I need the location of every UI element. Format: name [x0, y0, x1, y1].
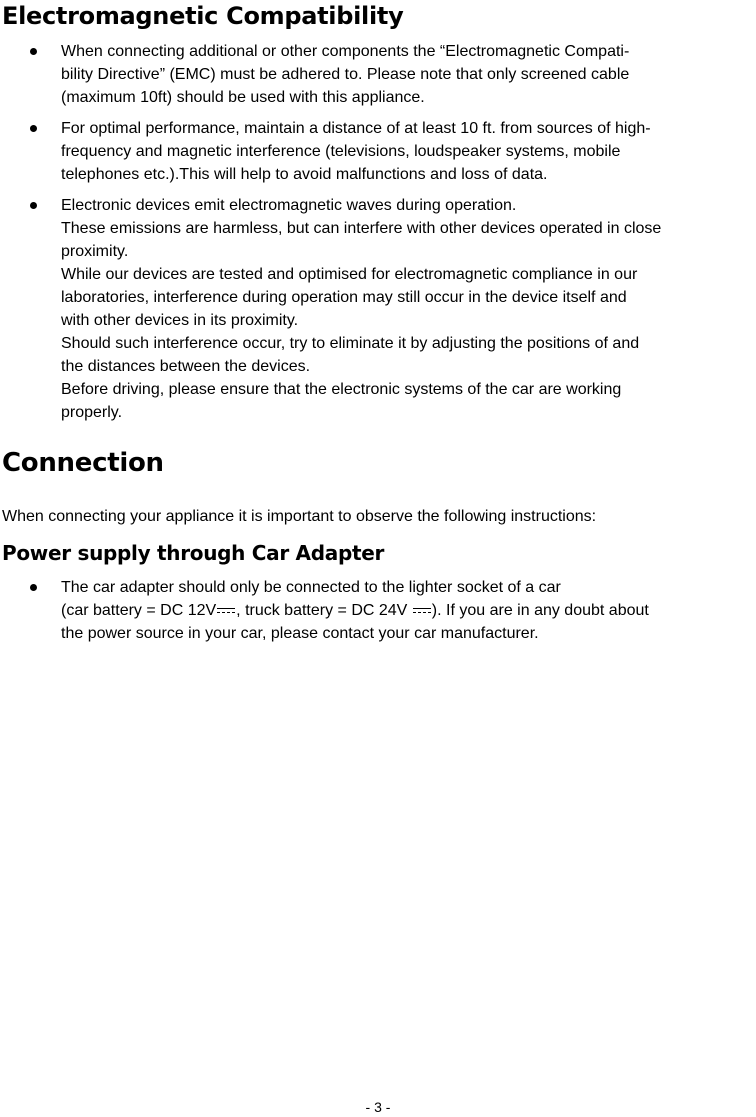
bullet-dot-icon: [30, 202, 37, 209]
bullet-dot-icon: [30, 125, 37, 132]
power-supply-heading: Power supply through Car Adapter: [2, 541, 385, 565]
text-line: properly.: [61, 404, 123, 421]
connection-heading: Connection: [2, 448, 164, 478]
bullet-dot-icon: [30, 584, 37, 591]
emc-bullet-list: [0, 40, 756, 432]
text-fragment: , truck battery = DC 24V: [236, 602, 412, 619]
text-line: These emissions are harmless, but can interfere with other devices operated in close: [61, 220, 662, 237]
text-line: telephones etc.).This will help to avoid malfunctions and loss of data.: [61, 166, 548, 183]
emc-bullet-1: [0, 40, 756, 109]
text-line: Electronic devices emit electromagnetic waves during operation.: [61, 197, 517, 214]
text-line: laboratories, interference during operation may still occur in the device itself and: [61, 289, 627, 306]
text-line: For optimal performance, maintain a distance of at least 10 ft. from sources of high-: [61, 120, 651, 137]
text-line: bility Directive” (EMC) must be adhered to. Please note that only screened cable: [61, 66, 630, 83]
emc-heading: Electromagnetic Compatibility: [2, 2, 404, 30]
text-fragment: (car battery = DC 12V: [61, 602, 217, 619]
text-line: proximity.: [61, 243, 129, 260]
text-line: the distances between the devices.: [61, 358, 311, 375]
text-line: (maximum 10ft) should be used with this appliance.: [61, 89, 425, 106]
text-line: Before driving, please ensure that the electronic systems of the car are working: [61, 381, 622, 398]
power-bullet-1: [0, 576, 756, 645]
text-line: the power source in your car, please contact your car manufacturer.: [61, 625, 539, 642]
emc-bullet-2: [0, 117, 756, 186]
bullet-dot-icon: [30, 48, 37, 55]
emc-bullet-3: [0, 194, 756, 424]
page-number: - 3 -: [365, 1099, 391, 1115]
text-line: When connecting additional or other components the “Electromagnetic Compati-: [61, 43, 630, 60]
text-line: Should such interference occur, try to eliminate it by adjusting the positions of and: [61, 335, 640, 352]
text-fragment: ). If you are in any doubt about: [431, 602, 649, 619]
text-line-with-dc-symbols: [61, 599, 754, 622]
text-line: While our devices are tested and optimised for electromagnetic compliance in our: [61, 266, 638, 283]
power-bullet-list: [0, 576, 756, 653]
text-line: frequency and magnetic interference (televisions, loudspeaker systems, mobile: [61, 143, 621, 160]
connection-intro: When connecting your appliance it is important to observe the following instructions:: [2, 508, 597, 525]
dc-current-icon: [217, 606, 235, 616]
text-line: The car adapter should only be connected to the lighter socket of a car: [61, 579, 561, 596]
text-line: with other devices in its proximity.: [61, 312, 299, 329]
dc-current-icon: [413, 606, 431, 616]
